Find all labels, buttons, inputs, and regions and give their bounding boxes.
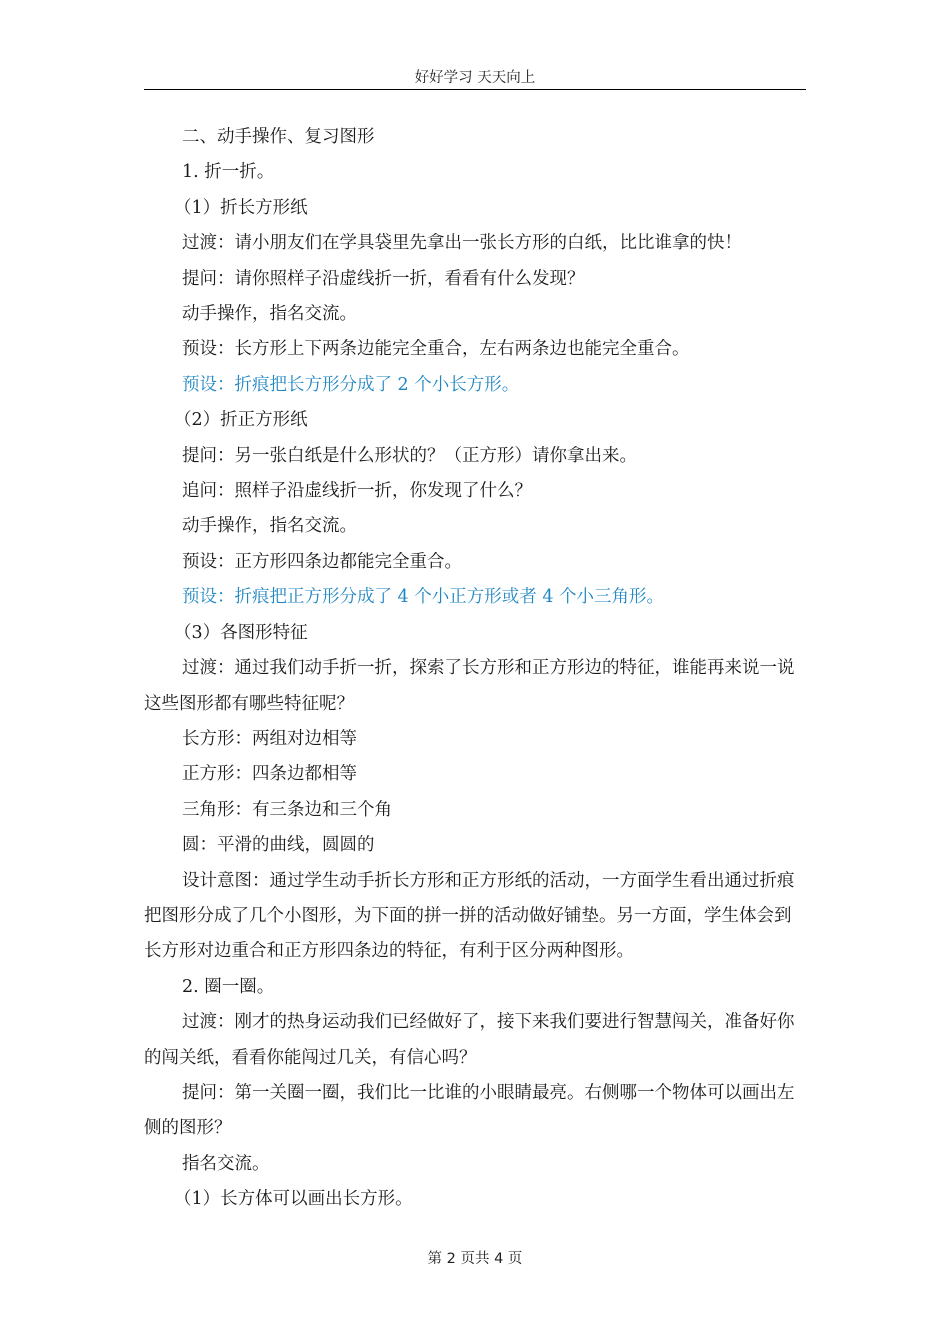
paragraph: 提问：第一关圈一圈，我们比一比谁的小眼睛最亮。右侧哪一个物体可以画出左侧的图形？: [144, 1082, 795, 1139]
page-header: 好好学习 天天向上: [414, 70, 536, 86]
item-heading: （3）各图形特征: [174, 622, 308, 643]
paragraph: 动手操作，指名交流。: [182, 304, 357, 325]
paragraph: 长方形：两组对边相等: [182, 728, 357, 749]
paragraph: 设计意图：通过学生动手折长方形和正方形纸的活动，一方面学生看出通过折痕把图形分成了几个小图形，为下面的拼一拼的活动做好铺垫。另一方面，学生体会到长方形对边重合和正方形四条边的特征，有利于区分两种图形。: [144, 870, 795, 962]
subsection-heading: 1. 折一折。: [182, 162, 275, 183]
paragraph: 动手操作，指名交流。: [182, 516, 357, 537]
paragraph: 提问：另一张白纸是什么形状的？（正方形）请你拿出来。: [182, 445, 637, 466]
paragraph: 预设：长方形上下两条边能完全重合，左右两条边也能完全重合。: [182, 339, 690, 360]
highlighted-paragraph: 预设：折痕把长方形分成了 2 个小长方形。: [182, 374, 520, 395]
paragraph: 指名交流。: [182, 1153, 270, 1174]
page-footer: 第 2 页共 4 页: [427, 1251, 523, 1267]
paragraph: 追问：照样子沿虚线折一折，你发现了什么？: [182, 481, 532, 502]
item-heading: （2）折正方形纸: [174, 410, 308, 431]
paragraph: 预设：正方形四条边都能完全重合。: [182, 551, 462, 572]
paragraph: 过渡：通过我们动手折一折，探索了长方形和正方形边的特征，谁能再来说一说这些图形都有哪些特征呢？: [144, 658, 795, 714]
paragraph: 圆：平滑的曲线，圆圆的: [182, 835, 375, 856]
paragraph: 提问：请你照样子沿虚线折一折，看看有什么发现？: [182, 268, 585, 289]
item-heading: （1）折长方形纸: [174, 197, 308, 218]
paragraph: 过渡：刚才的热身运动我们已经做好了，接下来我们要进行智慧闯关，准备好你的闯关纸，看看你能闯过几关，有信心吗？: [144, 1012, 795, 1068]
document-body: [144, 120, 806, 1218]
item-heading: （1）长方体可以画出长方形。: [174, 1189, 413, 1210]
paragraph: 三角形：有三条边和三个角: [182, 799, 392, 820]
header-divider: [144, 89, 806, 90]
paragraph: 过渡：请小朋友们在学具袋里先拿出一张长方形的白纸，比比谁拿的快！: [182, 233, 742, 254]
paragraph: 正方形：四条边都相等: [182, 764, 357, 785]
highlighted-paragraph: 预设：折痕把正方形分成了 4 个小正方形或者 4 个小三角形。: [182, 587, 665, 608]
section-heading: 二、动手操作、复习图形: [182, 127, 375, 147]
subsection-heading: 2. 圈一圈。: [182, 976, 275, 997]
